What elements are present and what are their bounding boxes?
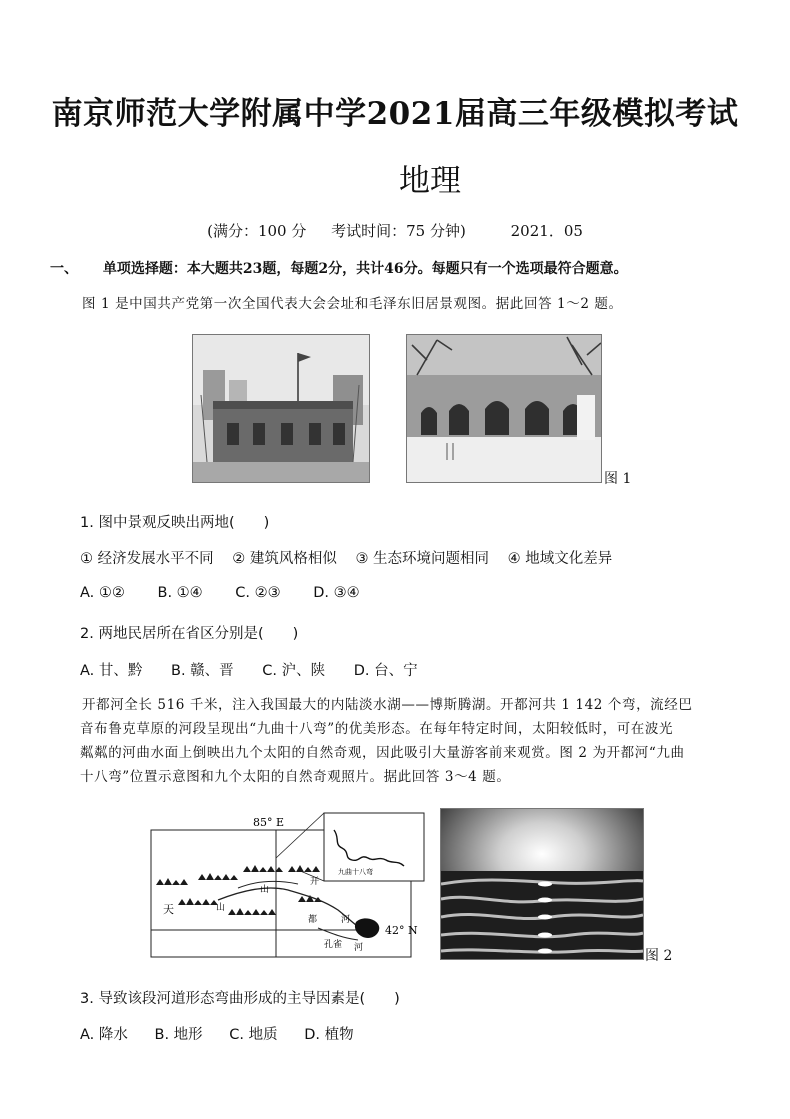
nine-suns-photo: [441, 809, 643, 959]
map-lat-label: 42° N: [385, 924, 418, 937]
q2-option-a[interactable]: A. 甘、黔: [80, 663, 143, 679]
q1-option-b[interactable]: B. ①④: [157, 585, 203, 601]
subject-title: 地理: [399, 163, 461, 199]
congress-site-photo: [193, 335, 369, 482]
q1-option-a[interactable]: A. ①②: [80, 585, 125, 601]
map-inset-label: 九曲十八弯: [338, 868, 373, 876]
question-3-stem: 3. 导致该段河道形态弯曲形成的主导因素是( ): [80, 991, 400, 1007]
kaidu-river-map: [148, 810, 428, 960]
q2-option-d[interactable]: D. 台、宁: [353, 663, 418, 679]
exam-time: 考试时间：75 分钟): [331, 222, 466, 240]
q3-option-a[interactable]: A. 降水: [80, 1027, 128, 1043]
figure1-label: 图 1: [604, 471, 632, 487]
figure2-label: 图 2: [645, 948, 673, 964]
intro-paragraph-2: [80, 693, 720, 789]
figure1-photo-right: [406, 334, 602, 483]
figure2-photo: [440, 808, 644, 960]
intro2-line-4: 十八弯”位置示意图和九个太阳的自然奇观照片。据此回答 3～4 题。: [80, 769, 511, 785]
statement-1: ① 经济发展水平不同: [80, 551, 214, 567]
map-label-he-2: 河: [354, 943, 364, 953]
map-label-shan-2: 山: [216, 903, 226, 913]
statement-4: ④ 地域文化差异: [507, 551, 613, 567]
map-label-kongque: 孔雀: [324, 940, 343, 950]
map-label-shan-1: 山: [260, 885, 270, 895]
question-3-options: [80, 1023, 382, 1044]
map-label-du: 都: [308, 915, 318, 925]
figure1-photo-left: [192, 334, 370, 483]
intro2-line-3: 粼粼的河曲水面上倒映出九个太阳的自然奇观，因此吸引大量游客前来观赏。图 2 为开都河“九曲: [80, 745, 685, 761]
q1-option-d[interactable]: D. ③④: [313, 585, 360, 601]
map-label-tian: 天: [163, 903, 174, 916]
exam-date: 2021．05: [510, 222, 583, 240]
intro2-line-1: 开都河全长 516 千米，注入我国最大的内陆淡水湖——博斯腾湖。开都河共 1 142 个弯，流经巴: [82, 697, 693, 713]
full-score: (满分：100 分: [207, 222, 307, 240]
question-1-statements: [80, 547, 612, 568]
q3-option-b[interactable]: B. 地形: [154, 1027, 203, 1043]
figure2-map: [148, 810, 428, 960]
question-2-options: [80, 659, 446, 680]
statement-3: ③ 生态环境问题相同: [355, 551, 490, 567]
document-title: 南京师范大学附属中学2021届高三年级模拟考试: [51, 96, 739, 132]
section-number: 一、: [50, 261, 78, 277]
section-instructions: 单项选择题：本大题共23题，每题2分，共计46分。每题只有一个选项最符合题意。: [102, 261, 628, 277]
mao-residence-photo: [407, 335, 601, 482]
q2-option-b[interactable]: B. 赣、晋: [171, 663, 234, 679]
exam-meta: [0, 220, 790, 241]
intro2-line-2: 音布鲁克草原的河段呈现出“九曲十八弯”的优美形态。在每年特定时间，太阳较低时，可在波光: [80, 721, 674, 737]
map-lon-label: 85° E: [253, 816, 285, 829]
question-2-stem: 2. 两地民居所在省区分别是( ): [80, 626, 299, 642]
q3-option-c[interactable]: C. 地质: [229, 1027, 278, 1043]
q1-option-c[interactable]: C. ②③: [235, 585, 281, 601]
q3-option-d[interactable]: D. 植物: [304, 1027, 354, 1043]
statement-2: ② 建筑风格相似: [232, 551, 337, 567]
intro-paragraph-1: 图 1 是中国共产党第一次全国代表大会会址和毛泽东旧居景观图。据此回答 1～2 题。: [82, 296, 623, 312]
map-label-he-1: 河: [341, 915, 351, 925]
q2-option-c[interactable]: C. 沪、陕: [262, 663, 326, 679]
question-1-stem: 1. 图中景观反映出两地( ): [80, 515, 270, 531]
question-1-options: [80, 585, 388, 601]
section-heading: [50, 258, 628, 278]
map-label-kai: 开: [310, 877, 320, 887]
